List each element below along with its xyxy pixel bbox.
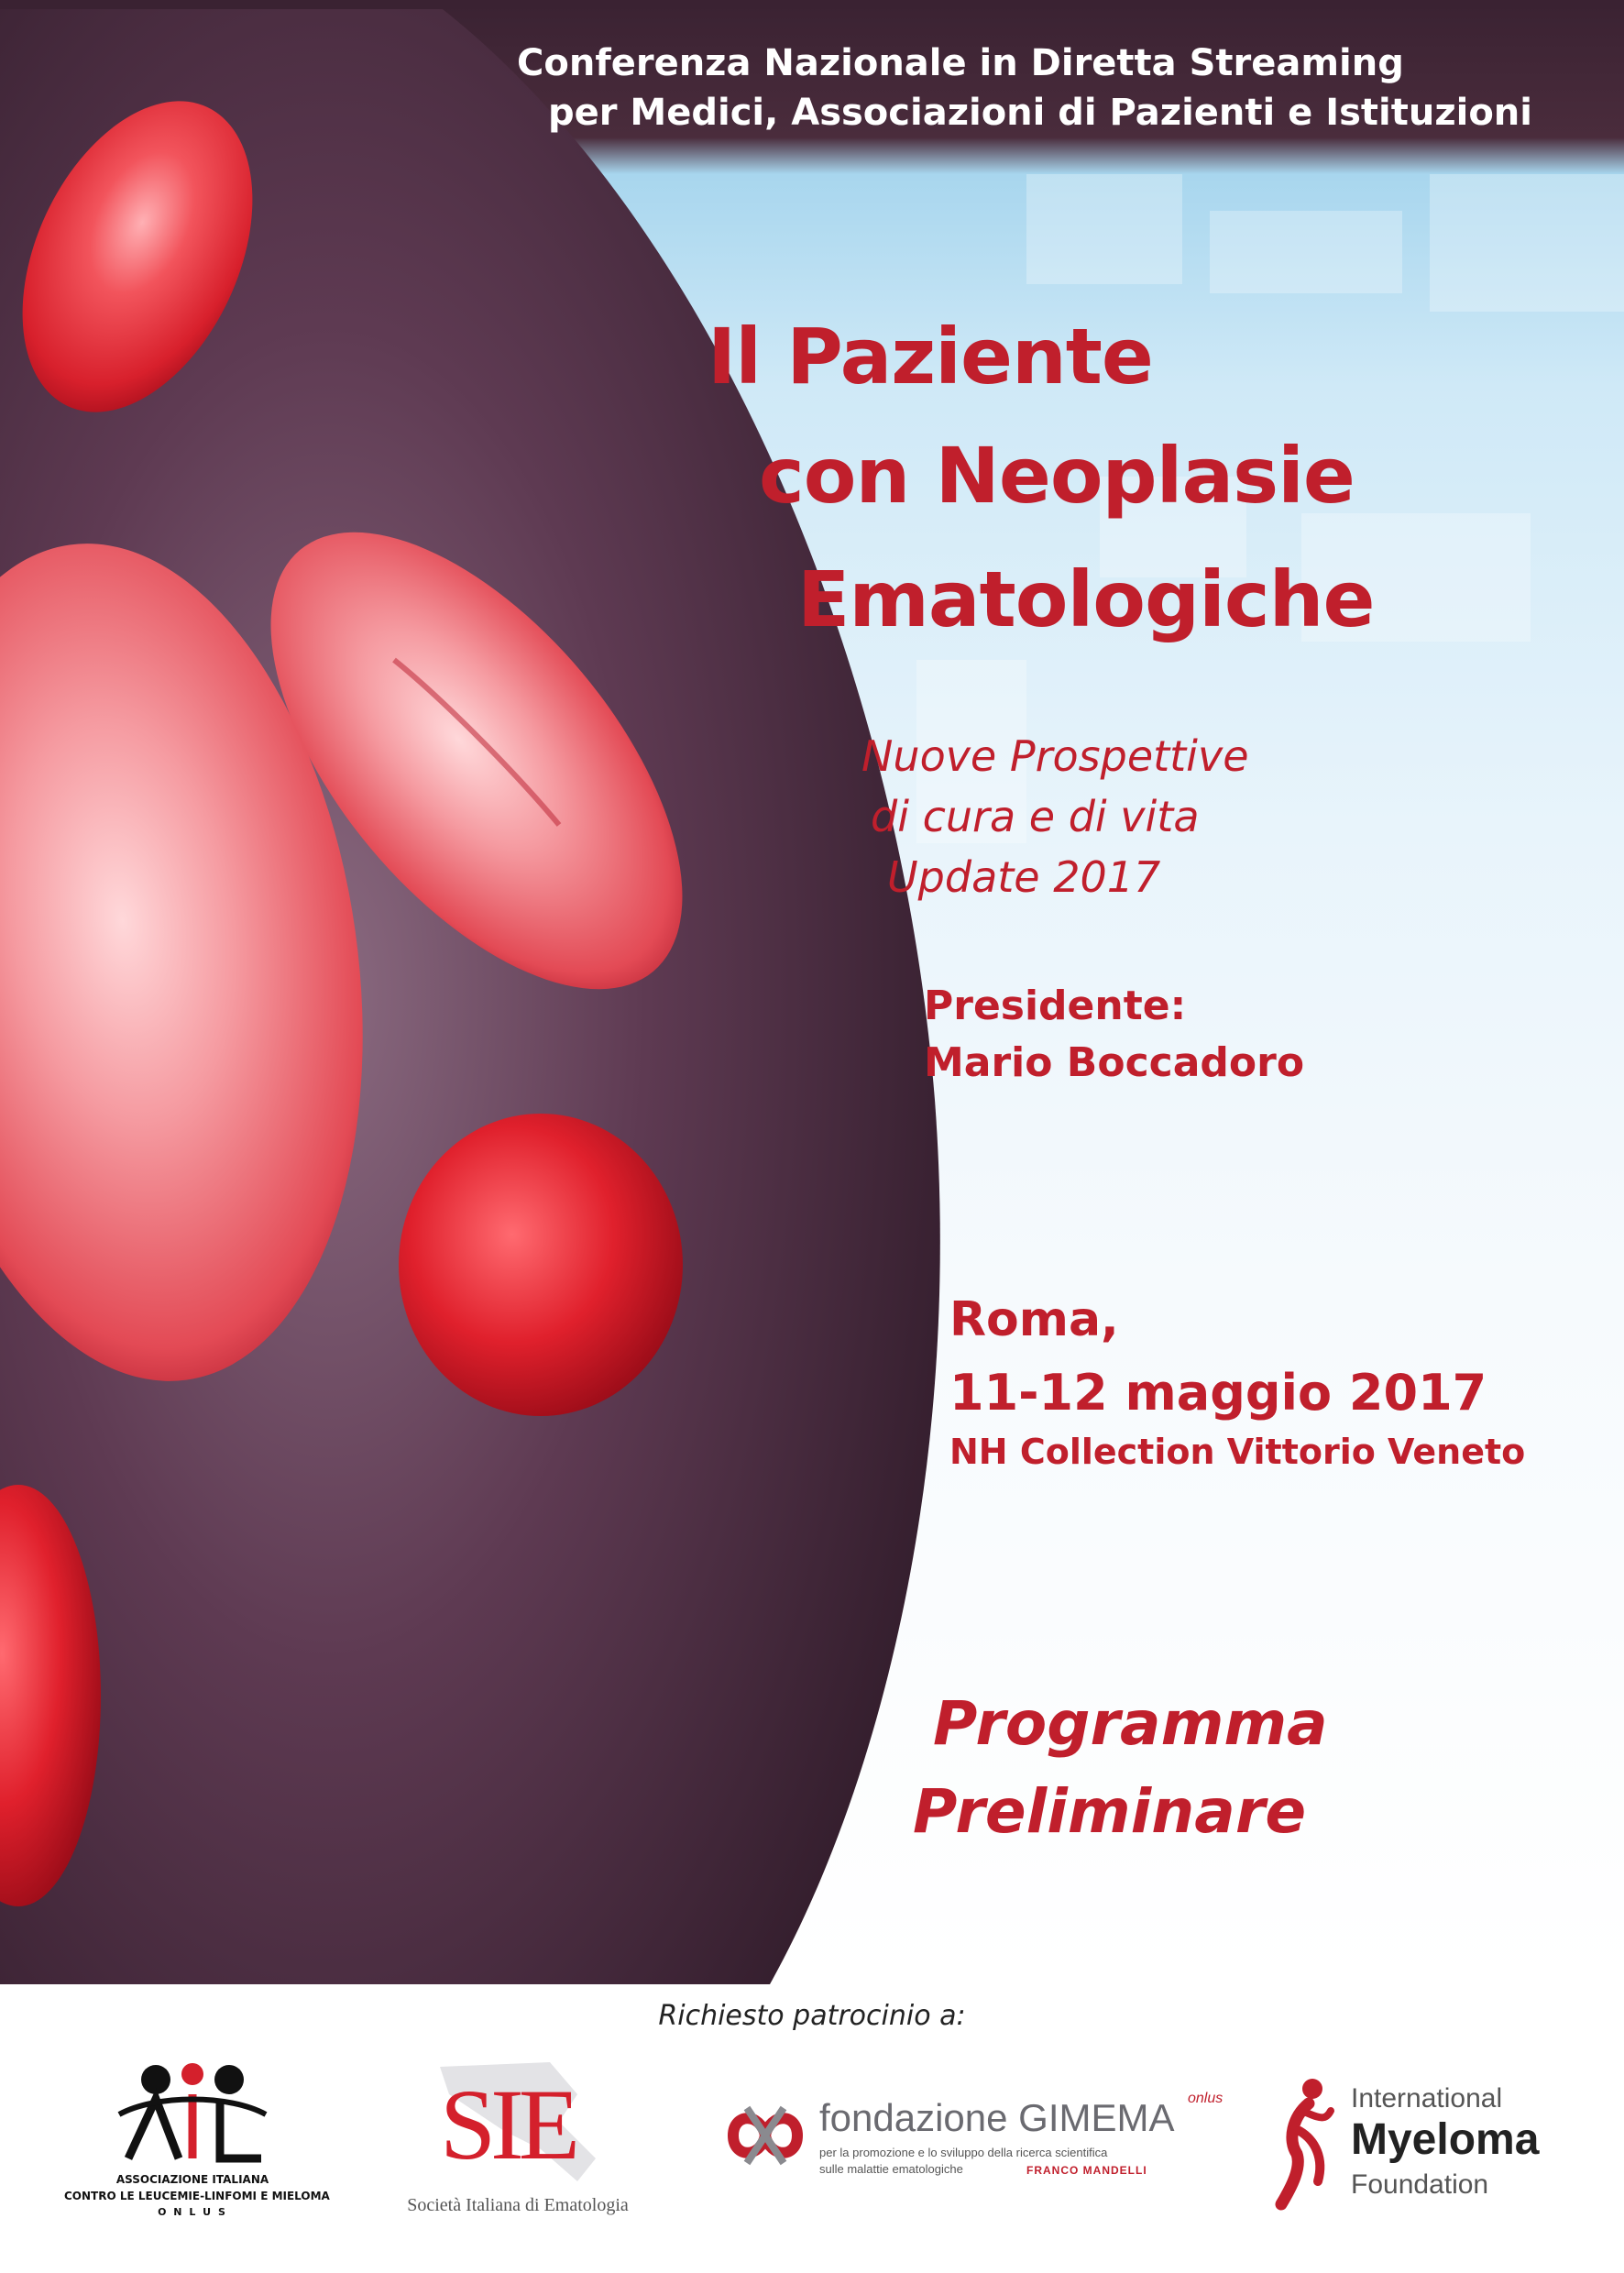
president-label: Presidente: (924, 983, 1187, 1029)
title-line-2: con Neoplasie (759, 431, 1355, 521)
imf-logo (1265, 2058, 1576, 2250)
sie-caption: Società Italiana di Ematologia (407, 2195, 629, 2215)
subtitle-line-3: Update 2017 (887, 852, 1161, 902)
title-line-1: Il Paziente (708, 312, 1153, 401)
president-name: Mario Boccadoro (924, 1039, 1305, 1086)
event-venue: NH Collection Vittorio Veneto (949, 1432, 1526, 1472)
ail-line-1: ASSOCIAZIONE ITALIANA (115, 2173, 269, 2186)
imf-line-3: Foundation (1351, 2169, 1489, 2200)
subtitle-line-2: di cura e di vita (871, 792, 1200, 841)
gimema-logo (724, 2058, 1237, 2250)
subtitle-line-1: Nuove Prospettive (861, 731, 1249, 781)
title-line-3: Ematologiche (797, 555, 1375, 644)
gimema-tagline-1: per la promozione e lo sviluppo della ricerca scientifica (819, 2146, 1108, 2159)
gimema-knot-icon (724, 2094, 807, 2177)
header-line-2: per Medici, Associazioni di Pazienti e Istituzioni (548, 92, 1532, 134)
ail-line-3: O N L U S (158, 2206, 227, 2218)
program-line-2: Preliminare (913, 1776, 1307, 1847)
ail-logo (64, 2058, 330, 2250)
imf-line-1: International (1351, 2083, 1503, 2114)
gimema-tagline-2: sulle malattie ematologiche (819, 2162, 963, 2176)
imf-line-2: Myeloma (1351, 2115, 1540, 2164)
ail-line-2: CONTRO LE LEUCEMIE-LINFOMI E MIELOMA (64, 2190, 330, 2202)
ail-figures-icon (64, 2058, 321, 2168)
event-city: Roma, (949, 1292, 1119, 1347)
header-line-1: Conferenza Nazionale in Diretta Streaming (517, 42, 1404, 84)
sie-logo (367, 2058, 669, 2250)
gimema-founder: FRANCO MANDELLI (1026, 2164, 1147, 2177)
italy-map-icon (367, 2058, 669, 2186)
patronage-label: Richiesto patrocinio a: (658, 2000, 966, 2032)
event-dates: 11-12 maggio 2017 (949, 1364, 1487, 1422)
running-figure-icon (1265, 2076, 1338, 2213)
program-line-1: Programma (933, 1688, 1328, 1759)
gimema-suffix: onlus (1188, 2091, 1223, 2106)
sie-mark: SIE (440, 2069, 575, 2180)
cell-round (399, 1114, 683, 1416)
gimema-name: fondazione GIMEMA (819, 2096, 1175, 2139)
